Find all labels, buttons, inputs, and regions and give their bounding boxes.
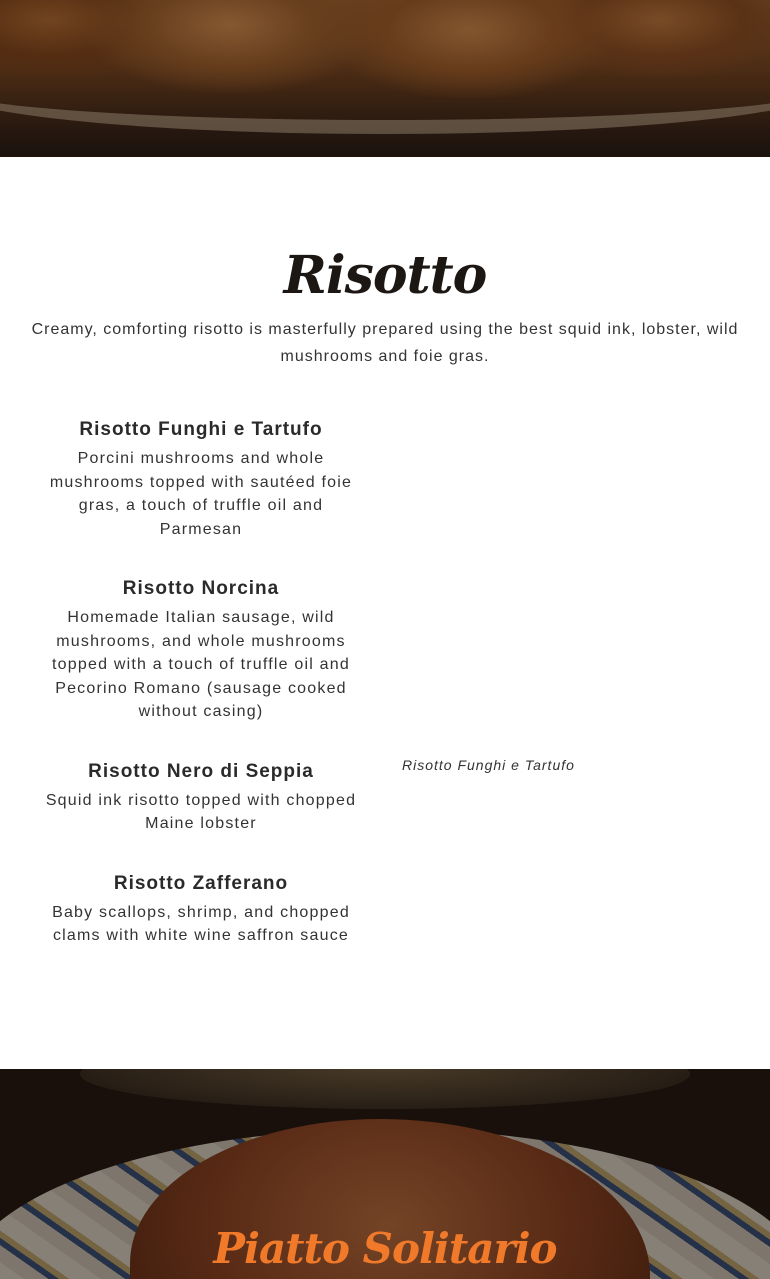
section-description: Creamy, comforting risotto is masterfully prepared using the best squid ink, lobster, wild mushrooms and foie gras. bbox=[31, 321, 739, 365]
image-caption: Risotto Funghi e Tartufo bbox=[402, 757, 575, 773]
menu-item bbox=[36, 574, 366, 724]
menu-item bbox=[36, 869, 366, 948]
menu-list bbox=[36, 415, 366, 981]
risotto-section bbox=[0, 157, 770, 1069]
menu-item-description: Squid ink risotto topped with chopped Maine lobster bbox=[45, 791, 357, 832]
menu-item-description: Homemade Italian sausage, wild mushrooms, and whole mushrooms topped with a touch of truffle oil and Pecorino Romano (sausage cooked without casing) bbox=[52, 609, 350, 720]
hero-image-top bbox=[0, 0, 770, 157]
menu-item-name: Risotto Norcina bbox=[122, 578, 280, 599]
menu-item-description: Porcini mushrooms and whole mushrooms topped with sautéed foie gras, a touch of truffle oil and Parmesan bbox=[49, 450, 353, 538]
hero-image-bottom bbox=[0, 1069, 770, 1279]
menu-item-name: Risotto Nero di Seppia bbox=[88, 760, 314, 782]
menu-item-name: Risotto Funghi e Tartufo bbox=[79, 419, 323, 440]
menu-item bbox=[36, 415, 366, 541]
image-overlay bbox=[0, 0, 770, 157]
section-title: Risotto bbox=[283, 245, 487, 306]
menu-item-name: Risotto Zafferano bbox=[113, 872, 289, 894]
menu-item-description: Baby scallops, shrimp, and chopped clams with white wine saffron sauce bbox=[52, 903, 350, 944]
menu-item bbox=[36, 757, 366, 836]
section-title: Piatto Solitario bbox=[213, 1224, 557, 1273]
